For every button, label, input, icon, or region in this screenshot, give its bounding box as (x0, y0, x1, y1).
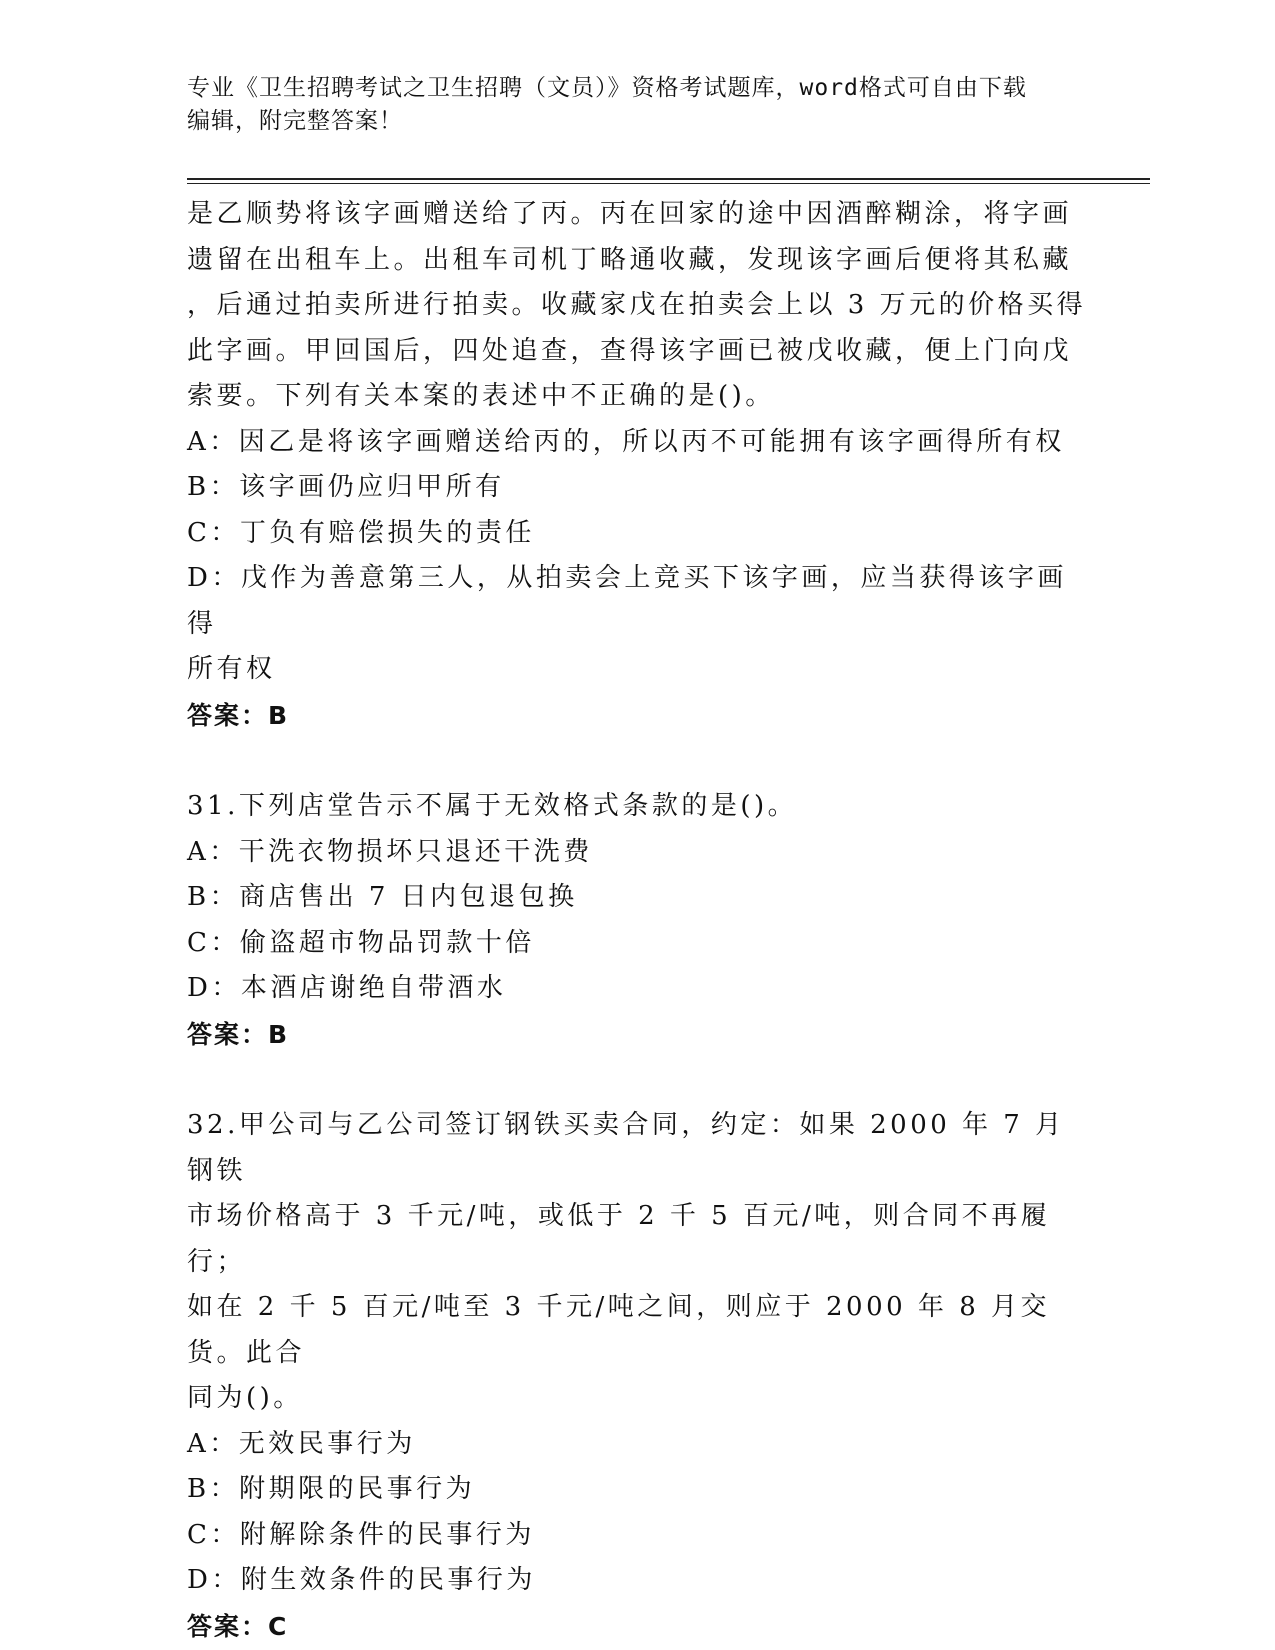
option-c: C：偷盗超市物品罚款十倍 (187, 927, 535, 958)
option-b: B：该字画仍应归甲所有 (187, 472, 505, 502)
question-stem-line: 索要。下列有关本案的表述中不正确的是()。 (187, 381, 775, 411)
question-stem-line: 是乙顺势将该字画赠送给了丙。丙在回家的途中因酒醉糊涂，将字画 (187, 199, 1073, 229)
option-b: B：商店售出 7 日内包退包换 (187, 882, 578, 912)
spacer (187, 738, 1087, 784)
question-stem-line: ，后通过拍卖所进行拍卖。收藏家戊在拍卖会上以 3 万元的价格买得 (187, 290, 1087, 320)
question-stem-line: 此字画。甲回国后，四处追查，查得该字画已被戊收藏，便上门向戊 (187, 335, 1073, 366)
option-d-continued: 所有权 (187, 654, 276, 684)
question-stem-line: 同为()。 (187, 1383, 303, 1413)
question-stem-line: 遗留在出租车上。出租车司机丁略通收藏，发现该字画后便将其私藏 (187, 244, 1073, 275)
option-d: D：附生效条件的民事行为 (187, 1565, 536, 1595)
answer: 答案：B (187, 700, 290, 730)
question-stem-line: 如在 2 千 5 百元/吨至 3 千元/吨之间，则应于 2000 年 8 月交货。此合 (187, 1292, 1051, 1368)
option-a: A：干洗衣物损坏只退还干洗费 (187, 836, 593, 867)
answer: 答案：B (187, 1019, 290, 1049)
question-stem: 31.下列店堂告示不属于无效格式条款的是()。 (187, 791, 798, 821)
question-stem-line: 32.甲公司与乙公司签订钢铁买卖合同，约定：如果 2000 年 7 月钢铁 (187, 1110, 1065, 1186)
option-b: B：附期限的民事行为 (187, 1474, 476, 1504)
question-32 (187, 1103, 1087, 1649)
option-a: A：无效民事行为 (187, 1428, 416, 1459)
answer: 答案：C (187, 1611, 289, 1641)
question-31 (187, 784, 1087, 1057)
header-line-1: 专业《卫生招聘考试之卫生招聘（文员）》资格考试题库，word格式可自由下载 (187, 75, 1027, 101)
option-d: D：戊作为善意第三人，从拍卖会上竞买下该字画，应当获得该字画得 (187, 563, 1067, 639)
option-a: A：因乙是将该字画赠送给丙的，所以丙不可能拥有该字画得所有权 (187, 426, 1065, 457)
document-header (187, 72, 1087, 138)
spacer (187, 1057, 1087, 1103)
question-stem-line: 市场价格高于 3 千元/吨，或低于 2 千 5 百元/吨，则合同不再履行； (187, 1201, 1051, 1277)
option-c: C：附解除条件的民事行为 (187, 1519, 535, 1550)
header-divider-thick (187, 178, 1150, 180)
question-30 (187, 192, 1087, 738)
option-d: D：本酒店谢绝自带酒水 (187, 973, 507, 1003)
header-divider-thin (187, 183, 1150, 184)
question-content (187, 192, 1087, 1649)
header-line-2: 编辑，附完整答案！ (187, 108, 403, 134)
option-c: C：丁负有赔偿损失的责任 (187, 517, 535, 548)
